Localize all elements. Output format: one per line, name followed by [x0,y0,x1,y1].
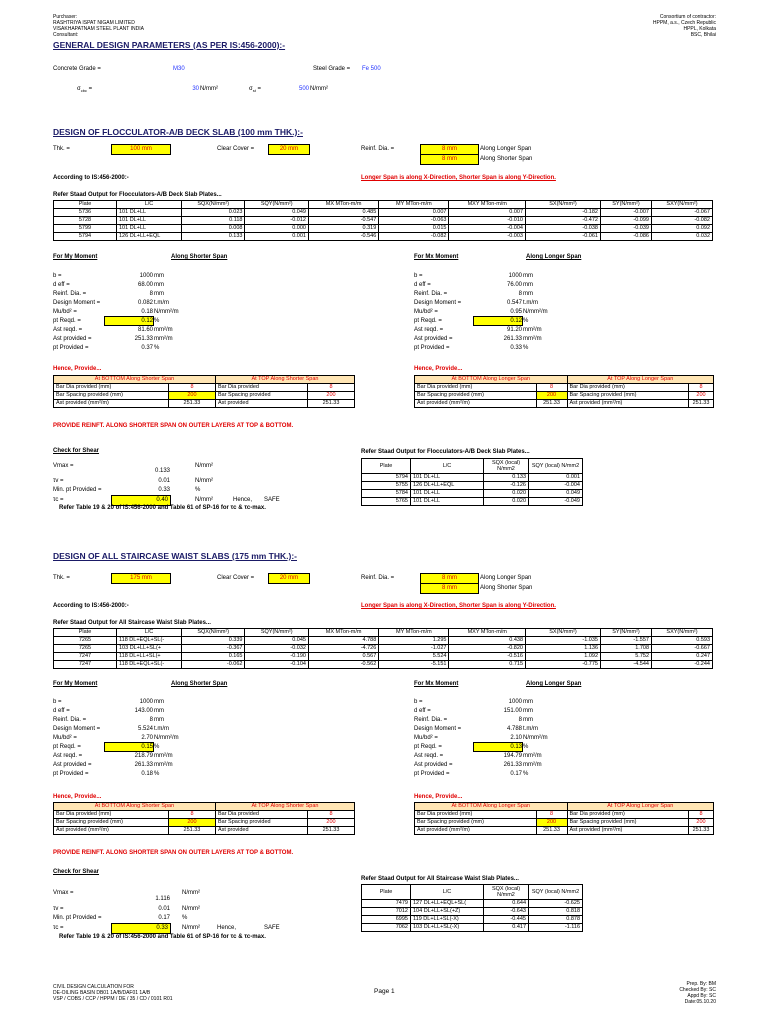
moment-param-value: 4.788 [506,726,522,732]
moment-param-value: 194.79 [503,753,522,759]
moment-param-value: 218.79 [134,753,153,759]
provide-note: PROVIDE REINFT. ALONG SHORTER SPAN ON OUTER LAYERS AT TOP & BOTTOM. [53,423,294,429]
moment-param-value: 1000 [139,699,153,705]
header-left: Purchaser: RASHTRIYA ISPAT NIGAM LIMITED VISAKHAPATNAM STEEL PLANT INDIA Consultant: [53,14,144,38]
my-moment-span: Along Shorter Span [171,681,228,687]
moment-param-unit: t.m/m [523,300,538,306]
moment-param-unit: mm²/m [523,327,542,333]
minpt-unit: % [182,915,188,921]
staad2-title: Refer Staad Output for All Staircase Waist Slab Plates... [361,876,519,882]
cover-value: 20 mm [268,144,310,155]
moment-param-label: Mu/bd² = [53,735,77,741]
provide-note: PROVIDE REINFT. ALONG SHORTER SPAN ON OUTER LAYERS AT TOP & BOTTOM. [53,850,294,856]
section2-title: DESIGN OF ALL STAIRCASE WAIST SLABS (175 mm THK.):- [53,551,297,561]
moment-param-value: 2.70 [141,735,153,741]
moment-param-label: d eff = [53,708,70,714]
moment-param-label: d eff = [414,708,431,714]
vmax-unit: N/mm² [182,890,200,896]
tc-unit: N/mm² [182,925,200,931]
minpt-label: Min. pt Provided = [53,487,102,493]
table-row: 7012 104 DL+LL+SL(+Z) -0.643 0.818 [362,908,583,916]
moment-param-value: 251.33 [134,336,153,342]
moment-param-unit: mm²/m [523,753,542,759]
my-moment-title: For My Moment [53,254,98,260]
table-row: 5736 101 DL+LL 0.023 0.049 0.485 0.007 0.007 -0.182 -0.007 -0.067 [54,209,713,217]
minpt-unit: % [195,487,201,493]
reinf-short-text: Along Shorter Span [480,156,533,162]
moment-param-unit: mm [154,282,164,288]
header-right: Consortium of contractor: HPPM, a.s., Czech Republic HPPL, Kolkata BSC, Bhilai [652,14,716,38]
tc-value: 0.40 [111,495,171,506]
cover-value: 20 mm [268,573,310,584]
staad-refer: Refer Staad Output for All Staircase Waist Slab Plates... [53,620,211,626]
reinf-long-text: Along Longer Span [480,575,532,581]
moment-param-value: 261.33 [134,762,153,768]
moment-param-label: Design Moment = [53,300,101,306]
table-row: 7265 118 DL+EQL+SL(- 0.339 0.045 4.788 1.295 0.438 -1.035 -1.557 0.593 [54,637,713,645]
table-row: 5794 101 DL+LL 0.133 0.001 [362,474,583,482]
moment-param-unit: mm [154,699,164,705]
moment-param-label: Reinf. Dia. = [414,291,448,297]
table-row: 7265 103 DL+LL+SL(+ -0.367 -0.032 -4.726 -1.027 -0.820 1.136 1.708 -0.667 [54,645,713,653]
table-row: 5784 101 DL+LL 0.020 0.049 [362,490,583,498]
moment-param-label: b = [414,699,423,705]
tv-label: τv = [53,478,64,484]
vmax-unit: N/mm² [195,463,213,469]
hence-provide-long: Hence, Provide... [414,366,463,372]
tc-unit: N/mm² [195,497,213,503]
safe-label: SAFE [264,925,280,931]
shear-title: Check for Shear [53,448,100,454]
hence-label: Hence, [233,497,253,503]
my-moment-block [53,698,183,778]
table-row: 7247 118 DL+LL+SL(+ 0.165 -0.190 0.567 5.524 -0.516 1.092 5.752 0.247 [54,653,713,661]
mx-moment-block [414,698,554,778]
provide-table-short: At BOTTOM Along Shorter Span At TOP Along Shorter Span Bar Dia provided (mm) 8 Bar Dia provided 8 Bar Spacing provided (mm) 200 Bar Spacing provided 200 Ast provided (mm²/m) 251.33 Ast provided 251.33 [53,802,355,835]
reinf-short-value: 8 mm [420,154,479,165]
staad2-title: Refer Staad Output for Flocculators-A/B Deck Slab Plates... [361,449,530,455]
vmax-label: Vmax = [53,463,74,469]
moment-param-label: pt Provided = [53,771,89,777]
moment-param-label: b = [53,273,62,279]
moment-param-unit: mm²/m [523,762,542,768]
reinf-label: Reinf. Dia. = [361,146,395,152]
provide-table-long: At BOTTOM Along Longer Span At TOP Along Longer Span Bar Dia provided (mm) 8 Bar Dia provided (mm) 8 Bar Spacing provided (mm) 200 Bar Spacing provided (mm) 200 Ast provided (mm²/m) 251.33 Ast provided (mm²/m) 251.33 [414,375,714,408]
steel-grade-label: Steel Grade = [313,66,351,72]
mx-moment-span: Along Longer Span [526,681,582,687]
moment-param-label: b = [53,699,62,705]
section1-title: DESIGN OF FLOCCULATOR-A/B DECK SLAB (100 mm THK.):- [53,127,303,137]
mx-moment-span: Along Longer Span [526,254,582,260]
provide-table-long: At BOTTOM Along Longer Span At TOP Along Longer Span Bar Dia provided (mm) 8 Bar Dia provided (mm) 8 Bar Spacing provided (mm) 200 Bar Spacing provided (mm) 200 Ast provided (mm²/m) 251.33 Ast provided (mm²/m) 251.33 [414,802,714,835]
moment-param-value: 0.37 [141,345,153,351]
moment-param-label: Ast provided = [53,336,92,342]
moment-param-unit: mm [523,708,533,714]
reinf-short-text: Along Shorter Span [480,585,533,591]
table-row: 7062 103 DL+LL+SL(-X) 0.417 -1.116 [362,924,583,932]
moment-param-unit: mm [154,717,164,723]
hence-provide-short: Hence, Provide... [53,366,102,372]
moment-param-label: Mu/bd² = [53,309,77,315]
tc-label: τc = [53,925,64,931]
reinf-short-value: 8 mm [420,583,479,594]
moment-param-value: 151.00 [503,708,522,714]
sst-unit: N/mm² [310,86,328,92]
moment-param-value: 5.524 [137,726,153,732]
concrete-grade-value: M30 [173,66,185,72]
moment-param-unit: t.m/m [154,726,169,732]
moment-param-label: Design Moment = [414,726,462,732]
mx-moment-title: For Mx Moment [414,681,459,687]
moment-param-unit: mm [523,273,533,279]
moment-param-value: 0.15 [105,743,153,751]
table-row: 5765 101 DL+LL 0.020 -0.049 [362,498,583,506]
moment-param-unit: % [154,345,160,351]
safe-label: SAFE [264,497,280,503]
tv-value: 0.01 [158,906,170,912]
moment-param-label: pt Provided = [53,345,89,351]
refer-table-text: Refer Table 19 & 20 of IS:456-2000 and Table 61 of SP-16 for τc & τc-max. [59,934,266,940]
moment-param-value: 68.00 [137,282,153,288]
moment-param-unit: % [523,771,529,777]
moment-param-value: 0.18 [141,309,153,315]
moment-param-unit: mm²/m [154,336,173,342]
moment-param-unit: % [154,744,160,750]
moment-param-unit: mm [523,699,533,705]
moment-param-value: 0.13 [474,743,522,751]
moment-param-label: Design Moment = [414,300,462,306]
moment-param-label: Reinf. Dia. = [53,291,87,297]
scbc-value: 30 [192,86,199,92]
vmax-value: 1.116 [155,896,170,902]
moment-param-label: pt Provided = [414,345,450,351]
moment-param-value: 1000 [139,273,153,279]
my-moment-block [53,272,183,352]
moment-param-unit: % [154,771,160,777]
moment-param-value: 2.10 [510,735,522,741]
moment-param-value: 0.95 [510,309,522,315]
moment-param-label: d eff = [53,282,70,288]
provide-table-short: At BOTTOM Along Shorter Span At TOP Along Shorter Span Bar Dia provided (mm) 8 Bar Dia provided 8 Bar Spacing provided (mm) 200 Bar Spacing provided 200 Ast provided (mm²/m) 251.33 Ast provided 251.33 [53,375,355,408]
table-row: 5799 101 DL+LL 0.008 0.000 0.319 0.015 -0.004 -0.038 -0.039 0.092 [54,225,713,233]
moment-param-unit: mm [154,708,164,714]
moment-param-label: pt Provided = [414,771,450,777]
moment-param-label: Mu/bd² = [414,309,438,315]
moment-param-label: b = [414,273,423,279]
moment-param-value: 8 [518,717,522,723]
moment-param-value: 0.33 [510,345,522,351]
table-row: 5728 101 DL+LL 0.118 -0.012 -0.547 -0.063 -0.010 -0.472 -0.099 -0.082 [54,217,713,225]
tv-label: τv = [53,906,64,912]
moment-param-label: Ast reqd. = [53,753,83,759]
table-row: 7247 118 DL+EQL+SL(- -0.062 -0.104 -0.562 -5.151 0.715 -0.775 -4.544 -0.244 [54,661,713,669]
hence-provide-long: Hence, Provide... [414,794,463,800]
moment-param-value: 0.18 [141,771,153,777]
moment-param-value: 0.547 [506,300,522,306]
moment-param-unit: N/mm²/m [154,309,179,315]
reinf-long-text: Along Longer Span [480,146,532,152]
moment-param-label: Ast provided = [414,336,453,342]
direction-note: Longer Span is along X-Direction, Shorter Span is along Y-Direction. [361,175,556,181]
moment-param-value: 8 [149,291,153,297]
tv-unit: N/mm² [182,906,200,912]
staad-table-3 [53,628,713,669]
moment-param-value: 91.20 [506,327,522,333]
moment-param-label: Ast provided = [414,762,453,768]
moment-param-value: 261.33 [503,336,522,342]
scbc-unit: N/mm² [200,86,218,92]
cover-label: Clear Cover = [217,575,255,581]
moment-param-unit: % [523,345,529,351]
mx-moment-title: For Mx Moment [414,254,459,260]
my-moment-title: For My Moment [53,681,98,687]
moment-param-unit: mm [523,282,533,288]
footer-right: Prep. By: BM Checked By: SC Appd By: SC Date:05.10.20 [679,981,716,1005]
staad-table-1 [53,200,713,241]
moment-param-value: 0.17 [510,771,522,777]
moment-param-value: 261.33 [503,762,522,768]
hence-provide-short: Hence, Provide... [53,794,102,800]
moment-param-unit: mm [523,717,533,723]
moment-param-unit: N/mm²/m [523,735,548,741]
thk-value: 175 mm [111,573,171,584]
minpt-value: 0.33 [158,487,170,493]
moment-param-unit: N/mm²/m [523,309,548,315]
reinf-long-value: 8 mm [420,573,479,584]
moment-param-unit: mm²/m [154,753,173,759]
tv-value: 0.01 [158,478,170,484]
moment-param-unit: mm²/m [523,336,542,342]
tc-value: 0.33 [111,923,171,934]
reinf-label: Reinf. Dia. = [361,575,395,581]
moment-param-unit: mm²/m [154,327,173,333]
moment-param-unit: mm [523,291,533,297]
table-row: 5755 126 DL+LL+EQL -0.126 -0.004 [362,482,583,490]
page-number: Page 1 [374,988,395,995]
table-row: 6995 119 DL+LL+SL(-X) -0.445 0.878 [362,916,583,924]
concrete-grade-label: Concrete Grade = [53,66,101,72]
moment-param-value: 143.00 [134,708,153,714]
thk-label: Thk. = [53,575,70,581]
sst-value: 500 [298,86,309,92]
hence-label: Hence, [217,925,237,931]
moment-param-label: Design Moment = [53,726,101,732]
steel-grade-value: Fe 500 [362,66,381,72]
minpt-value: 0.17 [158,915,170,921]
moment-param-unit: mm [154,273,164,279]
refer-table-text: Refer Table 19 & 20 of IS:456-2000 and Table 61 of SP-16 for τc & τc-max. [59,505,266,511]
moment-param-unit: t.m/m [523,726,538,732]
scbc-label: $\sigma_{cbc}$ = [77,86,93,94]
moment-param-value: 76.00 [506,282,522,288]
table-head-row: Plate L/C SQX(N/mm²) SQY(N/mm²) MX MTon-m/m MY MTon-m/m MXY MTon-m/m SX(N/mm²) SY(N/mm²) SXY(N/mm²) [54,629,713,637]
table-head-row: Plate L/C SQX(N/mm²) SQY(N/mm²) MX MTon-m/m MY MTon-m/m MXY MTon-m/m SX(N/mm²) SY(N/mm²) SXY(N/mm²) [54,201,713,209]
moment-param-unit: % [154,318,160,324]
tv-unit: N/mm² [195,478,213,484]
vmax-label: Vmax = [53,890,74,896]
according-text: According to IS:456-2000:- [53,603,129,609]
moment-param-label: Ast reqd. = [414,327,444,333]
moment-param-label: d eff = [414,282,431,288]
staad-refer: Refer Staad Output for Flocculators-A/B Deck Slab Plates... [53,192,222,198]
moment-param-value: 8 [518,291,522,297]
moment-param-value: 0.12 [105,317,153,325]
moment-param-label: Mu/bd² = [414,735,438,741]
moment-param-unit: % [523,744,529,750]
thk-value: 100 mm [111,144,171,155]
moment-param-value: 1000 [508,699,522,705]
moment-param-label: Ast reqd. = [414,753,444,759]
staad-table-4: Plate L/C SQX (local) N/mm2 SQY (local) N/mm2 7479 127 DL+LL+EQL+SL( 0.644 -0.625 7012 104 DL+LL+SL(+Z) -0.643 0.818 6995 119 DL+LL+SL(-X) -0.445 0.878 7062 103 DL+LL+SL(-X) 0.417 -1.116 [361,884,583,932]
moment-param-unit: t.m/m [154,300,169,306]
general-title: GENERAL DESIGN PARAMETERS (AS PER IS:456-2000):- [53,40,286,50]
shear-title: Check for Shear [53,869,100,875]
sst-label: $\sigma_{st}$ = [249,86,262,94]
moment-param-label: pt Reqd. = [414,744,442,750]
moment-param-unit: mm [154,291,164,297]
moment-param-label: pt Reqd. = [414,318,442,324]
according-text: According to IS:456-2000:- [53,175,129,181]
moment-param-value: 81.60 [137,327,153,333]
cover-label: Clear Cover = [217,146,255,152]
moment-param-label: pt Reqd. = [53,318,81,324]
moment-param-label: Ast reqd. = [53,327,83,333]
moment-param-value: 0.082 [137,300,153,306]
mx-moment-block [414,272,554,352]
direction-note: Longer Span is along X-Direction, Shorter Span is along Y-Direction. [361,603,556,609]
moment-param-value: 0.12 [474,317,522,325]
moment-param-label: Reinf. Dia. = [414,717,448,723]
reinf-long-value: 8 mm [420,144,479,155]
footer-left: CIVIL DESIGN CALCULATION FOR DE-OILING BASIN DB01 1A/B/DAF01 1A/B VSP / COBS / CCP / HPPM / DE / 35 / CD / 0101 R01 [53,984,173,1002]
moment-param-unit: mm²/m [154,762,173,768]
my-moment-span: Along Shorter Span [171,254,228,260]
moment-param-label: pt Reqd. = [53,744,81,750]
table-row: 5794 126 DL+LL+EQL 0.133 0.001 -0.546 -0.082 -0.003 -0.061 -0.086 0.032 [54,233,713,241]
staad-table-2: Plate L/C SQX (local) N/mm2 SQY (local) N/mm2 5794 101 DL+LL 0.133 0.001 5755 126 DL+LL+EQL -0.126 -0.004 5784 101 DL+LL 0.020 0.049 5765 101 DL+LL 0.020 -0.049 [361,458,583,506]
moment-param-label: Ast provided = [53,762,92,768]
moment-param-value: 8 [149,717,153,723]
table-row: 7479 127 DL+LL+EQL+SL( 0.644 -0.625 [362,900,583,908]
moment-param-label: Reinf. Dia. = [53,717,87,723]
moment-param-unit: N/mm²/m [154,735,179,741]
moment-param-unit: % [523,318,529,324]
vmax-value: 0.133 [154,468,170,474]
minpt-label: Min. pt Provided = [53,915,102,921]
thk-label: Thk. = [53,146,70,152]
tc-label: τc = [53,497,64,503]
moment-param-value: 1000 [508,273,522,279]
